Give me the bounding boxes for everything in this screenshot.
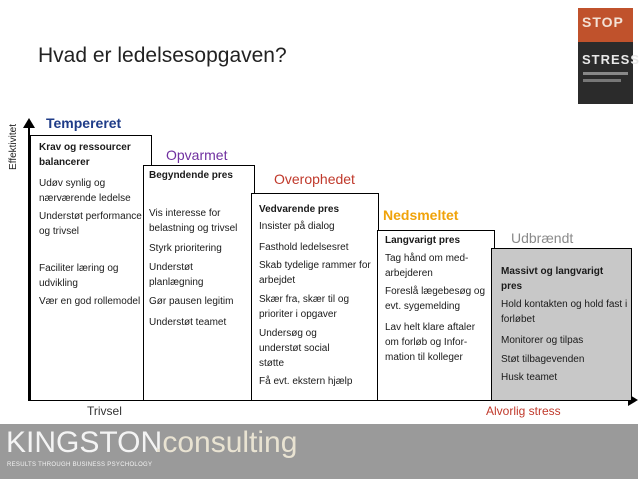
brand-logo-text: KINGSTON <box>6 426 163 459</box>
stage-title-nedsmeltet: Nedsmeltet <box>383 207 459 223</box>
stage-item: Tag hånd om med-arbejderen <box>385 253 469 279</box>
page-title: Hvad er ledelsesopgaven? <box>38 44 287 67</box>
x-axis-label-left: Trivsel <box>87 404 122 418</box>
stage-box-heading: Krav og ressourcer balancerer <box>39 142 131 168</box>
brand-logo-suffix: .consulting <box>154 426 298 459</box>
brand-tagline: RESULTS THROUGH BUSINESS PSYCHOLOGY <box>7 462 153 468</box>
stage-item: Insister på dialog <box>259 221 335 232</box>
stage-title-tempereret: Tempereret <box>46 115 122 131</box>
stage-item: Lav helt klare aftaler om forløb og Infor-mation til kolleger <box>385 322 476 363</box>
stage-item: Gør pausen legitim <box>149 296 234 307</box>
stage-item: Vær en god rollemodel <box>39 296 141 307</box>
stage-box-heading: Massivt og langvarigt pres <box>501 266 604 292</box>
stage-item: Vis interesse for belastning og trivsel <box>149 208 238 234</box>
stage-box-heading: Langvarigt pres <box>385 235 461 246</box>
stage-item: Hold kontakten og hold fast i forløbet <box>501 299 628 325</box>
stage-item: Styrk prioritering <box>149 243 222 254</box>
stage-item: Støt tilbagevenden <box>501 354 585 365</box>
stage-item: Skab tydelige rammer for arbejdet <box>259 260 371 286</box>
book-cover-image <box>578 8 640 104</box>
stage-box-heading: Begyndende pres <box>149 170 233 181</box>
book-title-line1: STOP <box>582 14 624 30</box>
stage-item: Understøt performance og trivsel <box>39 211 142 237</box>
stage-title-overophedet: Overophedet <box>274 171 355 187</box>
stage-item: Foreslå lægebesøg og evt. sygemelding <box>385 286 486 312</box>
book-subtitle-bar <box>583 79 621 82</box>
stage-item: Faciliter læring og udvikling <box>39 263 119 289</box>
stage-item: Husk teamet <box>501 372 558 383</box>
stage-item: Udøv synlig og nærværende ledelse <box>39 178 131 204</box>
y-axis-arrow-icon <box>23 118 35 128</box>
stage-item: Monitorer og tilpas <box>501 335 584 346</box>
book-title-line2: STRESS <box>582 52 640 67</box>
stage-title-udbraendt: Udbrændt <box>511 230 574 246</box>
stage-item: Skær fra, skær til og prioriter i opgaver <box>259 294 350 320</box>
stage-title-opvarmet: Opvarmet <box>166 147 228 163</box>
x-axis-label-right: Alvorlig stress <box>486 404 561 418</box>
y-axis-label: Effektivitet <box>8 124 19 170</box>
book-subtitle-bar <box>583 72 628 75</box>
stage-item: Fasthold ledelsesret <box>259 242 349 253</box>
stage-item: Få evt. ekstern hjælp <box>259 376 353 387</box>
stage-box-heading: Vedvarende pres <box>259 204 340 215</box>
stage-item: Undersøg og understøt social støtte <box>259 328 330 369</box>
stage-item: Understøt teamet <box>149 317 227 328</box>
stage-item: Understøt planlægning <box>149 262 204 288</box>
